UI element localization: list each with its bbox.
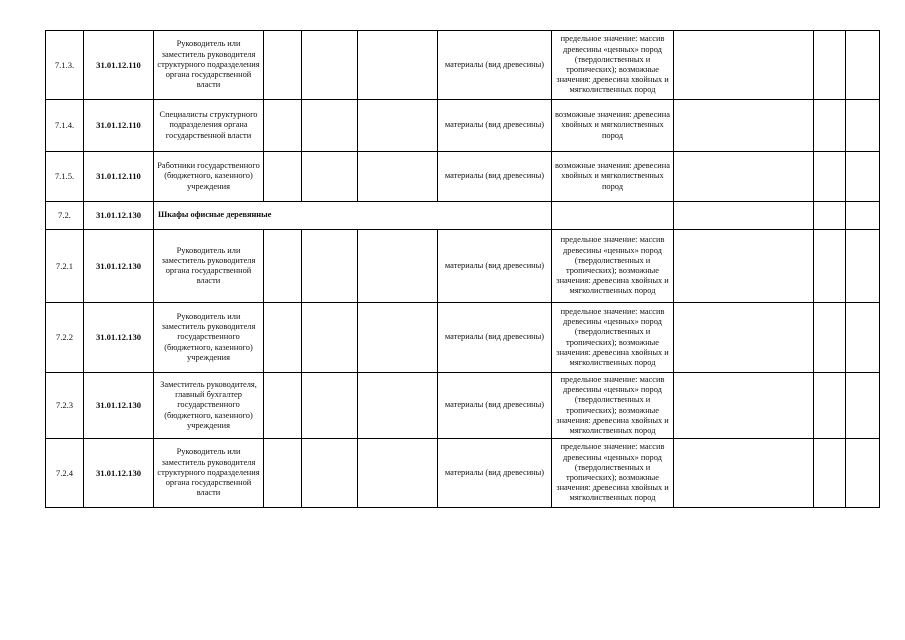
value-cell: предельное значение: массив древесины «ценных» пород (твердолиственных и тропических); возможные значения: древесина хвойных и мягколиственных пород (552, 303, 674, 373)
okpd-code: 31.01.12.130 (84, 230, 154, 303)
value-cell: возможные значения: древесина хвойных и мягколиственных пород (552, 152, 674, 202)
position-cell: Руководитель или заместитель руководителя структурного подразделения органа государственной власти (154, 31, 264, 100)
value-cell: предельное значение: массив древесины «ценных» пород (твердолиственных и тропических); возможные значения: древесина хвойных и мягколиственных пород (552, 439, 674, 508)
position-cell: Руководитель или заместитель руководителя органа государственной власти (154, 230, 264, 303)
row-number: 7.2. (46, 202, 84, 230)
empty-cell (846, 303, 880, 373)
empty-cell (358, 31, 438, 100)
okpd-code: 31.01.12.110 (84, 100, 154, 152)
empty-cell (302, 373, 358, 439)
empty-cell (264, 230, 302, 303)
empty-cell (302, 230, 358, 303)
row-number: 7.1.4. (46, 100, 84, 152)
characteristic-cell: материалы (вид древесины) (438, 439, 552, 508)
empty-cell (302, 303, 358, 373)
empty-cell (814, 439, 846, 508)
empty-cell (814, 373, 846, 439)
empty-cell (674, 373, 814, 439)
empty-cell (814, 303, 846, 373)
position-cell: Руководитель или заместитель руководителя государственного (бюджетного, казенного) учреждения (154, 303, 264, 373)
table-row (46, 303, 880, 373)
empty-cell (814, 31, 846, 100)
empty-cell (814, 230, 846, 303)
empty-cell (302, 439, 358, 508)
empty-cell (358, 373, 438, 439)
okpd-code: 31.01.12.110 (84, 31, 154, 100)
empty-cell (302, 100, 358, 152)
position-cell: Работники государственного (бюджетного, казенного) учреждения (154, 152, 264, 202)
empty-cell (846, 230, 880, 303)
empty-cell (674, 100, 814, 152)
table-row (46, 373, 880, 439)
empty-cell (674, 303, 814, 373)
empty-cell (846, 439, 880, 508)
table-row (46, 202, 880, 230)
empty-cell (358, 152, 438, 202)
characteristic-cell: материалы (вид древесины) (438, 152, 552, 202)
empty-cell (674, 202, 814, 230)
position-cell: Руководитель или заместитель руководителя структурного подразделения органа государственной власти (154, 439, 264, 508)
empty-cell (358, 303, 438, 373)
row-number: 7.2.2 (46, 303, 84, 373)
empty-cell (846, 152, 880, 202)
empty-cell (264, 31, 302, 100)
empty-cell (264, 439, 302, 508)
row-number: 7.2.1 (46, 230, 84, 303)
empty-cell (264, 100, 302, 152)
value-cell: предельное значение: массив древесины «ценных» пород (твердолиственных и тропических); возможные значения: древесина хвойных и мягколиственных пород (552, 31, 674, 100)
row-number: 7.1.5. (46, 152, 84, 202)
characteristic-cell: материалы (вид древесины) (438, 230, 552, 303)
okpd-code: 31.01.12.130 (84, 202, 154, 230)
row-number: 7.2.3 (46, 373, 84, 439)
characteristic-cell: материалы (вид древесины) (438, 100, 552, 152)
empty-cell (302, 152, 358, 202)
empty-cell (358, 230, 438, 303)
product-name: Шкафы офисные деревянные (154, 202, 552, 230)
position-cell: Заместитель руководителя, главный бухгалтер государственного (бюджетного, казенного) учреждения (154, 373, 264, 439)
table-row (46, 31, 880, 100)
okpd-code: 31.01.12.110 (84, 152, 154, 202)
empty-cell (846, 31, 880, 100)
characteristic-cell: материалы (вид древесины) (438, 303, 552, 373)
table-row (46, 152, 880, 202)
table-row (46, 100, 880, 152)
value-cell: предельное значение: массив древесины «ценных» пород (твердолиственных и тропических); возможные значения: древесина хвойных и мягколиственных пород (552, 230, 674, 303)
empty-cell (814, 152, 846, 202)
okpd-code: 31.01.12.130 (84, 303, 154, 373)
empty-cell (674, 439, 814, 508)
empty-cell (552, 202, 674, 230)
empty-cell (814, 100, 846, 152)
empty-cell (264, 373, 302, 439)
requirements-table (45, 30, 880, 508)
value-cell: предельное значение: массив древесины «ценных» пород (твердолиственных и тропических); возможные значения: древесина хвойных и мягколиственных пород (552, 373, 674, 439)
empty-cell (264, 303, 302, 373)
empty-cell (814, 202, 846, 230)
row-number: 7.2.4 (46, 439, 84, 508)
table-row (46, 230, 880, 303)
value-cell: возможные значения: древесина хвойных и мягколиственных пород (552, 100, 674, 152)
empty-cell (358, 100, 438, 152)
row-number: 7.1.3. (46, 31, 84, 100)
position-cell: Специалисты структурного подразделения органа государственной власти (154, 100, 264, 152)
empty-cell (358, 439, 438, 508)
okpd-code: 31.01.12.130 (84, 439, 154, 508)
empty-cell (846, 100, 880, 152)
empty-cell (302, 31, 358, 100)
empty-cell (846, 373, 880, 439)
okpd-code: 31.01.12.130 (84, 373, 154, 439)
empty-cell (846, 202, 880, 230)
empty-cell (674, 152, 814, 202)
empty-cell (674, 31, 814, 100)
empty-cell (674, 230, 814, 303)
empty-cell (264, 152, 302, 202)
characteristic-cell: материалы (вид древесины) (438, 31, 552, 100)
table-row (46, 439, 880, 508)
characteristic-cell: материалы (вид древесины) (438, 373, 552, 439)
